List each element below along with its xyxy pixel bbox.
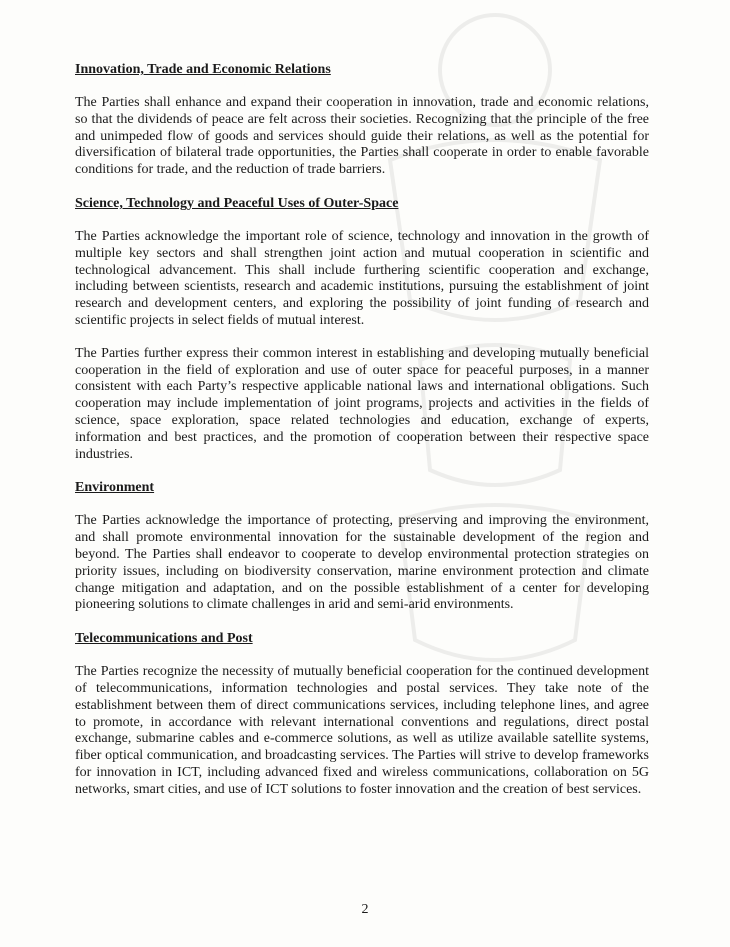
section-heading-telecom: Telecommunications and Post xyxy=(75,631,253,647)
paragraph-environment: The Parties acknowledge the importance of protecting, preserving and improving the environment, and shall promote environmental innovation for the sustainable development of the region and beyond. The Parties shall endeavor to cooperate to develop environmental protection strategies on priority issues, including on biodiversity conservation, marine environment protection and climate change mitigation and adaptation, and on the possible establishment of a center for developing pioneering solutions to climate challenges in arid and semi-arid environments. xyxy=(75,513,649,613)
paragraph-science-1: The Parties acknowledge the important role of science, technology and innovation in the growth of multiple key sectors and shall strengthen joint action and mutual cooperation in scientific and technological advancement. This shall include furthering scientific cooperation and exchange, including between scientists, research and academic institutions, pursuing the establishment of joint research and development centers, and exploring the possibility of joint funding of research and scientific projects in select fields of mutual interest. xyxy=(75,228,649,328)
page-number: 2 xyxy=(361,902,369,917)
section-heading-trade: Innovation, Trade and Economic Relations xyxy=(75,62,331,77)
paragraph-science-2: The Parties further express their common interest in establishing and developing mutually beneficial cooperation in the field of exploration and use of outer space for peaceful purposes, in a manner consistent with each Party’s respective applicable national laws and international obligations. Such cooperation may include implementation of joint programs, projects and activities in the fields of science, space exploration, space related technologies and education, exchange of experts, information and best practices, and the promotion of cooperation between their respective space industries. xyxy=(75,345,649,462)
section-heading-environment: Environment xyxy=(75,480,155,496)
paragraph-telecom: The Parties recognize the necessity of mutually beneficial cooperation for the continued development of telecommunications, information technologies and postal services. They take note of the establishment between them of direct communications services, including telephone lines, and agree to promote, in accordance with relevant international conventions and regulations, direct postal exchange, submarine cables and e-commerce solutions, as well as utilize available satellite systems, fiber optical communication, and broadcasting services. The Parties will strive to develop frameworks for innovation in ICT, including advanced fixed and wireless communications, collaboration on 5G networks, smart cities, and use of ICT solutions to foster innovation and the creation of best services. xyxy=(75,664,649,797)
section-heading-science: Science, Technology and Peaceful Uses of Outer-Space xyxy=(75,195,399,211)
paragraph-trade: The Parties shall enhance and expand their cooperation in innovation, trade and economic relations, so that the dividends of peace are felt across their societies. Recognizing that the principle of the free and unimpeded flow of goods and services should guide their relations, as well as the potential for diversification of bilateral trade opportunities, the Parties shall cooperate in order to enable favorable conditions for trade, and the reduction of trade barriers. xyxy=(75,95,649,178)
document-body xyxy=(75,61,649,815)
